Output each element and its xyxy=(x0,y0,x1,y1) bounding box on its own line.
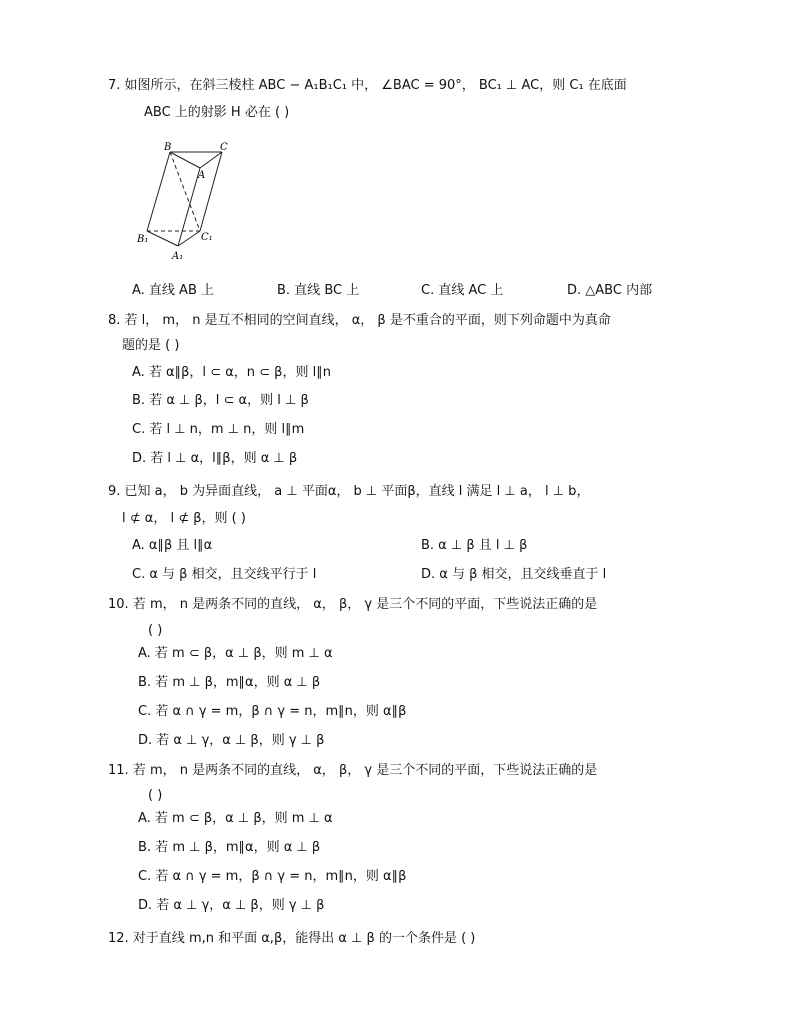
q7-stem-line2: ABC 上的射影 H 必在 ( ) xyxy=(144,105,290,120)
q9-stem-line2: l ⊄ α， l ⊄ β，则 ( ) xyxy=(122,511,246,526)
q10-option-a: A. 若 m ⊂ β，α ⊥ β，则 m ⊥ α xyxy=(138,646,333,661)
q12-stem-line1: 12. 对于直线 m,n 和平面 α,β，能得出 α ⊥ β 的一个条件是 ( ) xyxy=(108,931,476,946)
label-a: A xyxy=(198,170,206,181)
q10-option-b: B. 若 m ⊥ β，m∥α，则 α ⊥ β xyxy=(138,675,321,690)
q11-option-a: A. 若 m ⊂ β，α ⊥ β，则 m ⊥ α xyxy=(138,811,333,826)
label-b1: B₁ xyxy=(137,234,149,245)
q11-option-c: C. 若 α ∩ γ = m，β ∩ γ = n，m∥n，则 α∥β xyxy=(138,869,407,884)
edge-b-b1 xyxy=(147,152,170,231)
q8-stem-line1: 8. 若 l， m， n 是互不相同的空间直线， α， β 是不重合的平面，则下列命题中为真命 xyxy=(108,313,611,328)
q8-option-c: C. 若 l ⊥ n，m ⊥ n，则 l∥m xyxy=(132,422,305,437)
q11-stem-line2: ( ) xyxy=(148,788,163,803)
label-b: B xyxy=(164,142,172,153)
q10-option-c: C. 若 α ∩ γ = m，β ∩ γ = n，m∥n，则 α∥β xyxy=(138,704,407,719)
label-a1: A₁ xyxy=(172,251,184,262)
q8-option-d: D. 若 l ⊥ α，l∥β，则 α ⊥ β xyxy=(132,451,298,466)
q10-option-d: D. 若 α ⊥ γ，α ⊥ β，则 γ ⊥ β xyxy=(138,733,325,748)
q9-option-b: B. α ⊥ β 且 l ⊥ β xyxy=(421,538,528,553)
q11-stem-line1: 11. 若 m， n 是两条不同的直线， α， β， γ 是三个不同的平面，下些说法正确的是 xyxy=(108,763,598,778)
q7-option-b: B. 直线 BC 上 xyxy=(277,283,360,298)
label-c1: C₁ xyxy=(201,232,213,243)
q9-option-d: D. α 与 β 相交，且交线垂直于 l xyxy=(421,567,607,582)
edge-a-a1 xyxy=(178,168,200,246)
label-c: C xyxy=(220,142,228,153)
edge-b1-a1 xyxy=(147,231,178,246)
q10-stem-line1: 10. 若 m， n 是两条不同的直线， α， β， γ 是三个不同的平面，下些说法正确的是 xyxy=(108,597,598,612)
q8-option-b: B. 若 α ⊥ β，l ⊂ α，则 l ⊥ β xyxy=(132,393,309,408)
q7-option-a: A. 直线 AB 上 xyxy=(132,283,215,298)
edge-b-a xyxy=(170,152,200,168)
q7-option-d: D. △ABC 内部 xyxy=(567,283,653,298)
q8-option-a: A. 若 α∥β，l ⊂ α，n ⊂ β，则 l∥n xyxy=(132,365,331,380)
prism-figure xyxy=(132,138,236,266)
q9-option-a: A. α∥β 且 l∥α xyxy=(132,538,213,553)
q7-stem-line1: 7. 如图所示，在斜三棱柱 ABC − A₁B₁C₁ 中， ∠BAC = 90°， BC₁ ⊥ AC，则 C₁ 在底面 xyxy=(108,78,627,93)
q9-option-c: C. α 与 β 相交，且交线平行于 l xyxy=(132,567,317,582)
edge-c-c1 xyxy=(200,152,222,231)
q8-stem-line2: 题的是 ( ) xyxy=(122,338,180,353)
q9-stem-line1: 9. 已知 a， b 为异面直线， a ⊥ 平面α， b ⊥ 平面β，直线 l 满足 l ⊥ a， l ⊥ b， xyxy=(108,484,590,499)
q10-stem-line2: ( ) xyxy=(148,623,163,638)
q7-option-c: C. 直线 AC 上 xyxy=(421,283,504,298)
q11-option-b: B. 若 m ⊥ β，m∥α，则 α ⊥ β xyxy=(138,840,321,855)
q11-option-d: D. 若 α ⊥ γ，α ⊥ β，则 γ ⊥ β xyxy=(138,898,325,913)
edge-b-c1-hidden xyxy=(170,152,200,231)
